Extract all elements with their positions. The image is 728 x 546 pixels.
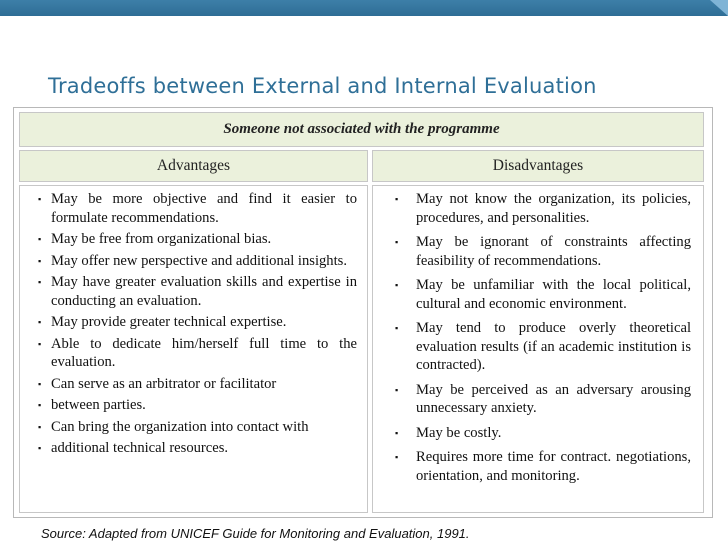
advantage-item-text: Can serve as an arbitrator or facilitator [51, 375, 277, 392]
advantage-item [38, 396, 357, 415]
advantage-item [38, 230, 357, 249]
advantage-item [38, 252, 357, 271]
disadvantage-item [395, 233, 691, 270]
advantage-item-text: Able to dedicate him/herself full time to the evaluation. [51, 335, 357, 370]
advantages-cell [19, 185, 368, 513]
top-banner [0, 0, 728, 16]
bullet-icon: ▪ [395, 280, 399, 290]
advantage-item [38, 190, 357, 227]
disadvantages-list [373, 186, 703, 485]
advantage-item [38, 335, 357, 372]
disadvantage-item [395, 319, 691, 375]
advantage-item-text: Can bring the organization into contact with [51, 418, 309, 435]
advantages-header [19, 150, 368, 182]
disadvantage-item [395, 448, 691, 485]
disadvantage-item-text: May be perceived as an adversary arousing unnecessary anxiety. [416, 381, 691, 416]
disadvantages-header [372, 150, 704, 182]
disadvantage-item-text: May be ignorant of constraints affecting feasibility of recommendations. [416, 234, 691, 269]
bullet-icon: ▪ [395, 384, 399, 395]
bullet-icon: ▪ [38, 194, 42, 204]
advantage-item-text: additional technical resources. [51, 440, 229, 456]
bullet-icon: ▪ [38, 421, 42, 432]
bullet-icon: ▪ [38, 400, 42, 410]
bullet-icon: ▪ [395, 452, 399, 462]
disadvantage-item-text: May be costly. [416, 424, 502, 441]
bullet-icon: ▪ [38, 255, 42, 266]
bullet-icon: ▪ [395, 194, 399, 204]
bullet-icon: ▪ [38, 234, 42, 244]
advantage-item-text: May be more objective and find it easier to formulate recommendations. [51, 191, 357, 226]
disadvantage-item [395, 381, 691, 418]
bullet-icon: ▪ [395, 427, 399, 438]
table-header-text: Someone not associated with the programme [223, 121, 500, 137]
advantages-label: Advantages [156, 157, 231, 174]
disadvantage-item-text: Requires more time for contract. negotiations, orientation, and monitoring. [416, 449, 691, 484]
bullet-icon: ▪ [38, 443, 42, 453]
disadvantage-item [395, 424, 691, 443]
slide-title: Tradeoffs between External and Internal Evaluation [48, 74, 597, 98]
disadvantage-item-text: May not know the organization, its policies, procedures, and personalities. [416, 191, 691, 226]
disadvantage-item [395, 276, 691, 313]
advantage-item-text: May offer new perspective and additional insights. [51, 252, 347, 269]
bullet-icon: ▪ [395, 323, 399, 333]
advantages-list [20, 186, 367, 458]
bullet-icon: ▪ [38, 378, 42, 389]
advantage-item [38, 313, 357, 332]
advantage-item-text: May provide greater technical expertise. [51, 314, 287, 330]
advantage-item-text: May have greater evaluation skills and expertise in conducting an evaluation. [51, 274, 357, 309]
disadvantages-cell [372, 185, 704, 513]
advantage-item [38, 439, 357, 458]
advantage-item [38, 418, 357, 437]
advantage-item-text: between parties. [51, 397, 146, 413]
disadvantage-item-text: May tend to produce overly theoretical evaluation results (if an academic institution is contracted). [416, 320, 691, 373]
disadvantage-item-text: May be unfamiliar with the local political, cultural and economic environment. [416, 277, 691, 312]
comparison-table [13, 107, 713, 518]
advantage-item [38, 273, 357, 310]
bullet-icon: ▪ [38, 277, 42, 287]
disadvantages-label: Disadvantages [492, 157, 584, 174]
bullet-icon: ▪ [38, 338, 42, 349]
bullet-icon: ▪ [38, 317, 42, 327]
advantage-item [38, 375, 357, 394]
advantage-item-text: May be free from organizational bias. [51, 231, 272, 247]
bullet-icon: ▪ [395, 237, 399, 247]
source-note: Source: Adapted from UNICEF Guide for Monitoring and Evaluation, 1991. [41, 526, 470, 541]
table-header [19, 112, 704, 147]
banner-accent [710, 0, 728, 16]
disadvantage-item [395, 190, 691, 227]
